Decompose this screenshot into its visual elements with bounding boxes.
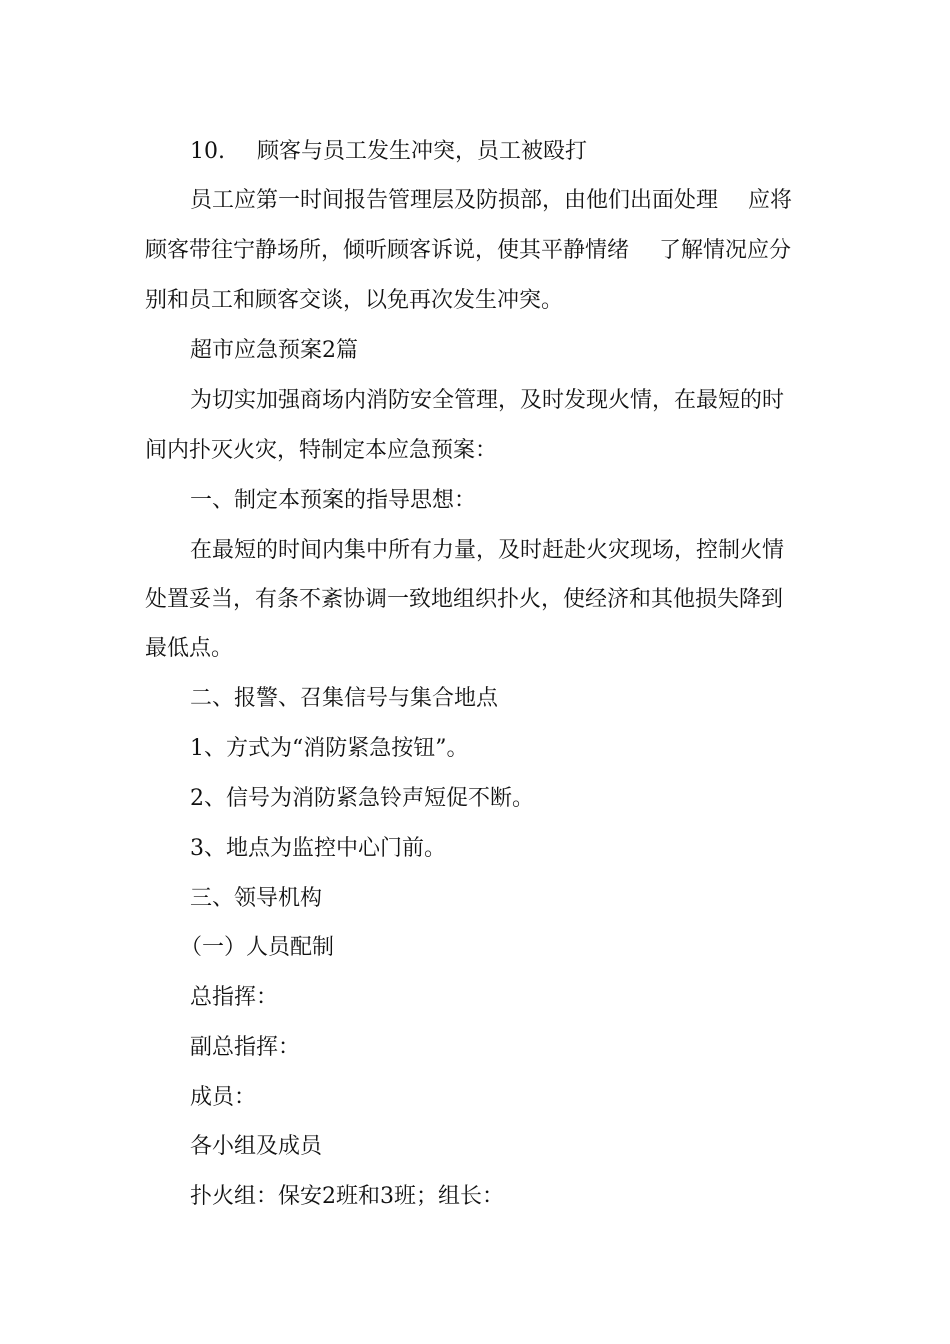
paragraph-text: 了解情况应分 (659, 238, 792, 263)
paragraph-text: 顾客带往宁静场所，倾听顾客诉说，使其平静情绪 (145, 238, 630, 263)
item-10-title: 顾客与员工发生冲突，员工被殴打 (257, 139, 588, 164)
paragraph-line: 为切实加强商场内消防安全管理，及时发现火情，在最短的时 (190, 388, 785, 413)
item-10-heading (190, 137, 587, 167)
section-heading: 超市应急预案2篇 (190, 338, 358, 363)
list-item: 副总指挥： (190, 1035, 301, 1060)
paragraph-line: 在最短的时间内集中所有力量，及时赶赴火灾现场，控制火情 (190, 538, 785, 563)
list-item: 各小组及成员 (190, 1134, 323, 1159)
paragraph-line: 处置妥当，有条不紊协调一致地组织扑火，使经济和其他损失降到 (145, 587, 784, 612)
section-heading: 三、领导机构 (190, 886, 323, 911)
list-item: 成员： (190, 1085, 257, 1110)
subsection-heading: （一）人员配制 (180, 935, 335, 960)
list-item: 总指挥： (190, 985, 279, 1010)
paragraph-line: 间内扑灭火灾，特制定本应急预案： (145, 438, 498, 463)
paragraph-line (190, 186, 792, 216)
paragraph-text: 员工应第一时间报告管理层及防损部，由他们出面处理 (190, 188, 719, 213)
paragraph-line: 别和员工和顾客交谈，以免再次发生冲突。 (145, 288, 564, 313)
paragraph-line: 最低点。 (145, 636, 234, 661)
item-10-number: 10. (190, 139, 225, 164)
paragraph-text: 应将 (748, 188, 793, 213)
section-heading: 二、报警、召集信号与集合地点 (190, 686, 499, 711)
list-item: 扑火组：保安2班和3班；组长： (190, 1184, 504, 1209)
list-item: 1、方式为“消防紧急按钮”。 (190, 736, 469, 761)
list-item: 3、地点为监控中心门前。 (190, 836, 446, 861)
paragraph-line (145, 236, 791, 266)
section-heading: 一、制定本预案的指导思想： (190, 488, 477, 513)
list-item: 2、信号为消防紧急铃声短促不断。 (190, 786, 534, 811)
